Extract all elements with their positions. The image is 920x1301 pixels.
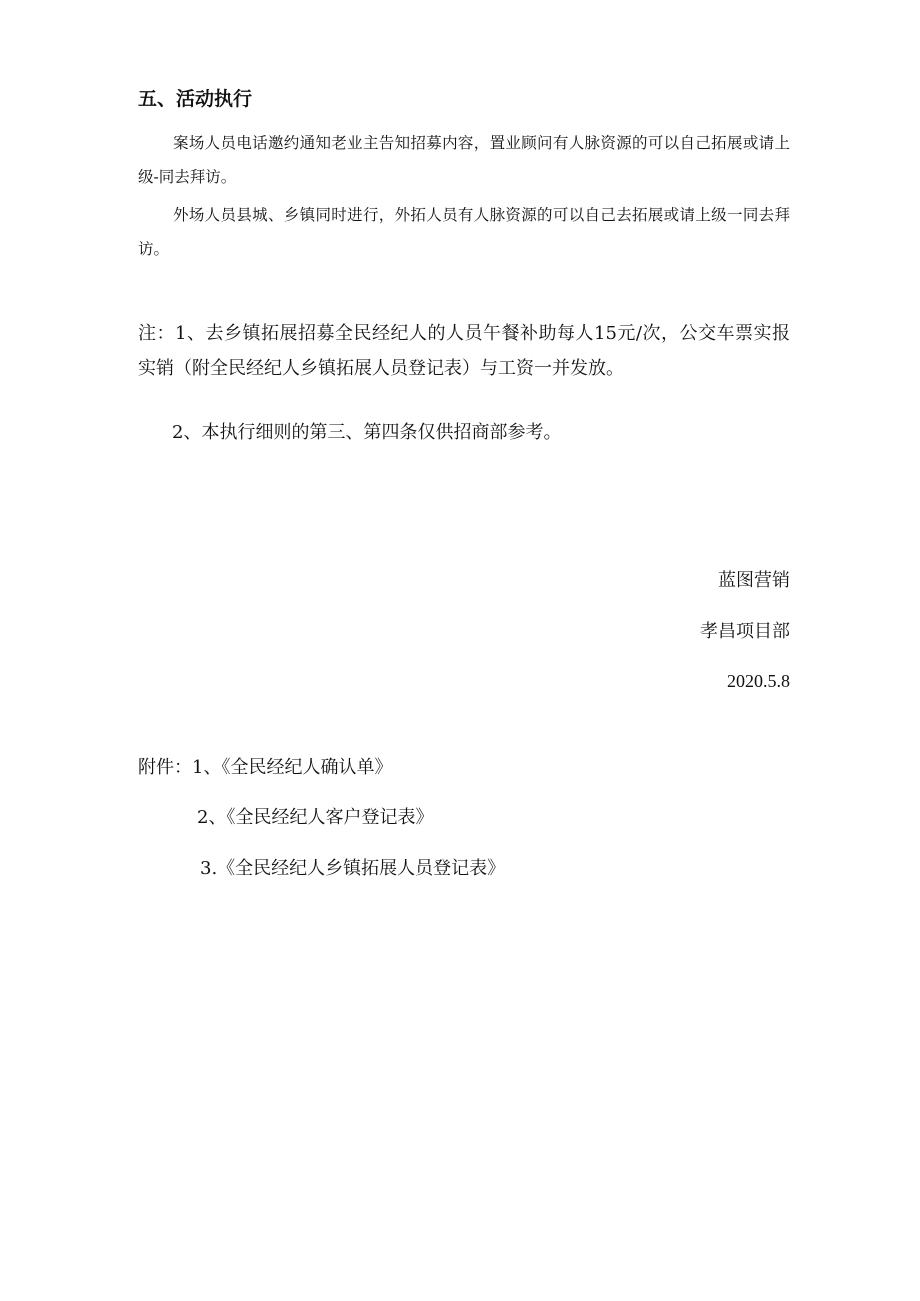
attachment-item-customer-register: 2、《全民经纪人客户登记表》 bbox=[197, 807, 434, 828]
signature-company: 蓝图营销 bbox=[718, 570, 790, 591]
paragraph-outreach-staff: 外场人员县城、乡镇同时进行，外拓人员有人脉资源的可以自己去拓展或请上级一同去拜访。 bbox=[138, 206, 790, 258]
signature-department: 孝昌项目部 bbox=[700, 621, 790, 642]
paragraph-onsite-staff: 案场人员电话邀约通知老业主告知招募内容，置业顾问有人脉资源的可以自己拓展或请上级-同去拜访。 bbox=[138, 134, 790, 186]
note-lunch-subsidy: 注：1、去乡镇拓展招募全民经纪人的人员午餐补助每人15元/次，公交车票实报实销（附全民经纪人乡镇拓展人员登记表）与工资一并发放。 bbox=[138, 323, 790, 379]
attachments-label: 附件： bbox=[138, 757, 192, 778]
section-title: 五、活动执行 bbox=[138, 88, 253, 110]
note-reference-only: 2、本执行细则的第三、第四条仅供招商部参考。 bbox=[172, 422, 562, 443]
signature-date: 2020.5.8 bbox=[727, 671, 790, 691]
attachment-item-township-register: 3.《全民经纪人乡镇拓展人员登记表》 bbox=[200, 858, 506, 879]
attachment-item-confirmation-form: 1、《全民经纪人确认单》 bbox=[192, 757, 393, 778]
